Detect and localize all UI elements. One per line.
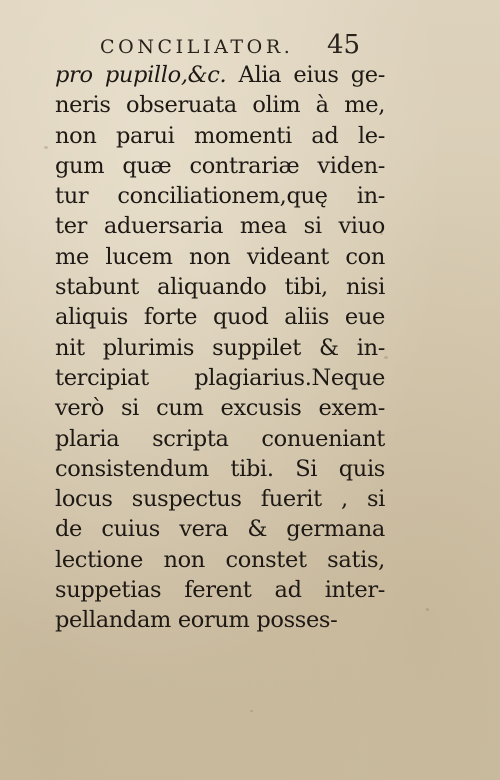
text-line: me lucem non videant con (55, 243, 385, 270)
text-line: non parui momenti ad le- (55, 122, 385, 149)
text-line: tur conciliationem,quę in- (55, 183, 385, 210)
page-header (0, 30, 500, 64)
text-line: plaria scripta conueniant (55, 425, 385, 452)
text-line: verò si cum excusis exem- (55, 395, 385, 422)
text-line: locus suspectus fuerit , si (55, 486, 385, 513)
paper-speck (426, 608, 429, 611)
text-line: neris obseruata olim à me, (55, 92, 385, 119)
text-line: ter aduersaria mea si viuo (55, 213, 385, 240)
text-line: de cuius vera & germana (55, 516, 385, 543)
text-line: stabunt aliquando tibi, nisi (55, 274, 385, 301)
text-line: consistendum tibi. Si quis (55, 455, 385, 482)
text-line (55, 60, 385, 90)
text-line: pellandam eorum posses- (55, 607, 338, 634)
paper-speck (250, 710, 253, 712)
italic-phrase: pro pupillo,&c. (55, 62, 227, 88)
text-line: gum quæ contrariæ viden- (55, 152, 385, 179)
text-line: lectione non constet satis, (55, 546, 385, 573)
paper-speck (44, 146, 48, 149)
running-title: CONCILIATOR. (100, 36, 294, 58)
text-line: tercipiat plagiarius.Neque (55, 364, 385, 391)
text-line: nit plurimis suppilet & in- (55, 334, 385, 361)
text-line: aliquis forte quod aliis eue (55, 304, 385, 331)
body-text (55, 60, 385, 636)
page-number: 45 (327, 30, 361, 60)
text-line: suppetias ferent ad inter- (55, 577, 385, 604)
text-span: Alia eius ge- (226, 62, 385, 88)
